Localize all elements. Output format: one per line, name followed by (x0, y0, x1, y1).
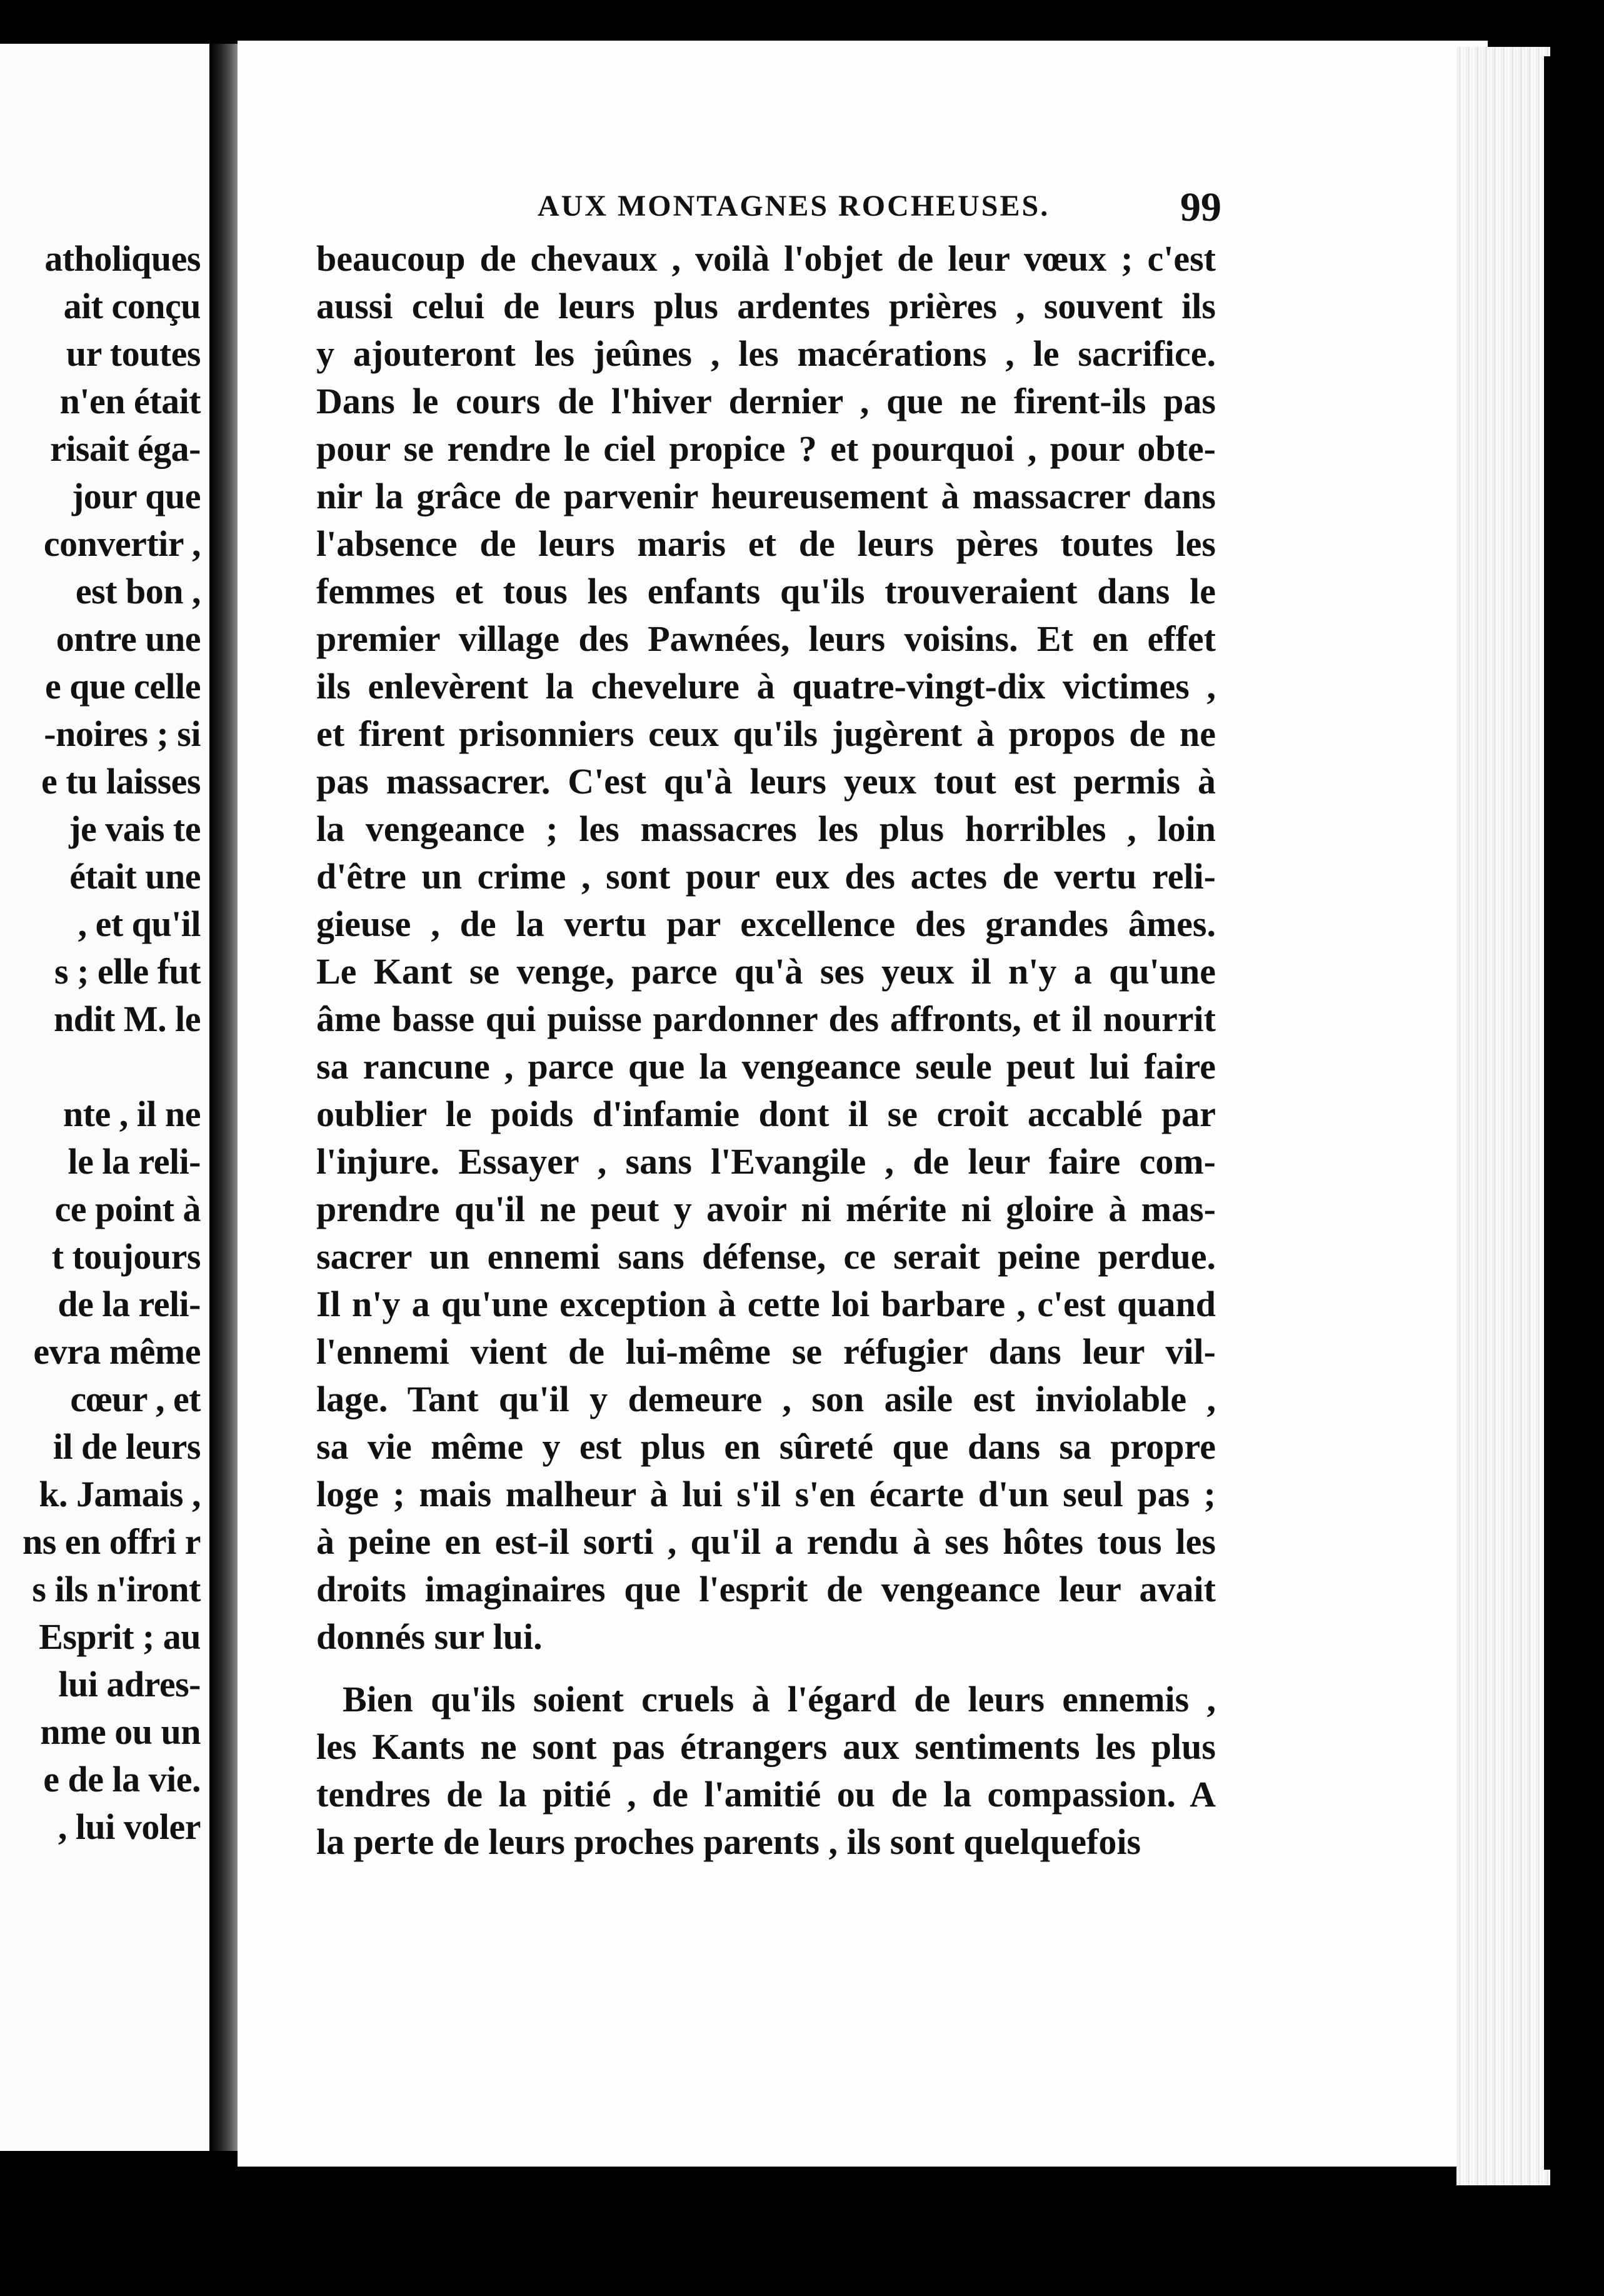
book-gutter (209, 44, 238, 2151)
left-text-line: evra même (33, 1331, 201, 1372)
page-edges (1456, 47, 1550, 2185)
left-text-line: il de leurs (53, 1426, 201, 1467)
left-text-line: n'en était (59, 381, 201, 421)
left-text-line: nte , il ne (63, 1094, 201, 1134)
left-text-line: ontre une (56, 618, 201, 659)
left-text-line: e tu laisses (41, 761, 201, 802)
page-number: 99 (1180, 184, 1221, 230)
text-line: lage. Tant qu'il y demeure , son asile est inviolable , (316, 1379, 1216, 1419)
text-line: l'ennemi vient de lui-même se réfugier dans leur vil- (316, 1331, 1216, 1372)
text-line: beaucoup de chevaux , voilà l'objet de leur vœux ; c'est (316, 238, 1216, 279)
text-line: oublier le poids d'infamie dont il se croit accablé par (316, 1094, 1216, 1134)
text-line: loge ; mais malheur à lui s'il s'en écarte d'un seul pas ; (316, 1474, 1216, 1514)
text-line: nir la grâce de parvenir heureusement à massacrer dans (316, 476, 1216, 516)
text-line: sacrer un ennemi sans défense, ce serait peine perdue. (316, 1236, 1216, 1277)
left-text-line: le la reli- (68, 1141, 201, 1182)
left-text-line: s ; elle fut (54, 951, 201, 992)
text-line: âme basse qui puisse pardonner des affronts, et il nourrit (316, 999, 1216, 1039)
text-line: ils enlevèrent la chevelure à quatre-vingt-dix victimes , (316, 666, 1216, 707)
left-text-line: t toujours (51, 1236, 201, 1277)
left-text-line: ce point à (54, 1189, 201, 1229)
left-text-line: atholiques (44, 238, 201, 279)
text-line: pas massacrer. C'est qu'à leurs yeux tout est permis à (316, 761, 1216, 802)
text-line: d'être un crime , sont pour eux des actes de vertu reli- (316, 856, 1216, 897)
text-line: y ajouteront les jeûnes , les macérations , le sacrifice. (316, 333, 1216, 374)
text-line: Il n'y a qu'une exception à cette loi barbare , c'est quand (316, 1284, 1216, 1324)
left-text-line: Esprit ; au (39, 1616, 201, 1657)
left-text-line: , et qu'il (78, 904, 201, 944)
text-line: aussi celui de leurs plus ardentes prières , souvent ils (316, 286, 1216, 326)
left-text-line: cœur , et (70, 1379, 201, 1419)
left-text-line: est bon , (75, 571, 201, 612)
left-text-line: , lui voler (58, 1806, 201, 1847)
text-line: l'absence de leurs maris et de leurs pères toutes les (316, 523, 1216, 564)
text-line: pour se rendre le ciel propice ? et pourquoi , pour obte- (316, 428, 1216, 469)
left-text-line: lui adres- (58, 1664, 201, 1704)
text-line: Dans le cours de l'hiver dernier , que ne firent-ils pas (316, 381, 1216, 421)
text-line: tendres de la pitié , de l'amitié ou de la compassion. A (316, 1774, 1216, 1815)
left-text-line: ndit M. le (53, 999, 201, 1039)
text-line: Bien qu'ils soient cruels à l'égard de leurs ennemis , (343, 1679, 1216, 1719)
left-text-line: de la reli- (58, 1284, 201, 1324)
text-line: les Kants ne sont pas étrangers aux sentiments les plus (316, 1726, 1216, 1767)
left-text-line: e de la vie. (43, 1759, 201, 1800)
left-text-line: s ils n'iront (32, 1569, 201, 1609)
text-line: sa rancune , parce que la vengeance seule peut lui faire (316, 1046, 1216, 1087)
text-line: et firent prisonniers ceux qu'ils jugèrent à propos de ne (316, 713, 1216, 754)
text-line: Le Kant se venge, parce qu'à ses yeux il n'y a qu'une (316, 951, 1216, 992)
text-line: sa vie même y est plus en sûreté que dans sa propre (316, 1426, 1216, 1467)
left-text-line: k. Jamais , (39, 1474, 201, 1514)
text-line: premier village des Pawnées, leurs voisins. Et en effet (316, 618, 1216, 659)
running-head: AUX MONTAGNES ROCHEUSES. (538, 189, 1050, 223)
text-line: donnés sur lui. (316, 1616, 543, 1657)
left-text-line: nme ou un (40, 1711, 201, 1752)
edge-shadow (1544, 56, 1556, 2170)
text-line: gieuse , de la vertu par excellence des grandes âmes. (316, 904, 1216, 944)
left-text-line: risait éga- (50, 428, 201, 469)
left-text-line: convertir , (43, 523, 201, 564)
left-text-line: e que celle (45, 666, 201, 707)
text-line: la perte de leurs proches parents , ils sont quelquefois (316, 1821, 1141, 1862)
text-line: la vengeance ; les massacres les plus horribles , loin (316, 808, 1216, 849)
text-line: femmes et tous les enfants qu'ils trouveraient dans le (316, 571, 1216, 612)
text-line: prendre qu'il ne peut y avoir ni mérite ni gloire à mas- (316, 1189, 1216, 1229)
text-line: l'injure. Essayer , sans l'Evangile , de leur faire com- (316, 1141, 1216, 1182)
left-text-line: jour que (71, 476, 201, 516)
text-line: à peine en est-il sorti , qu'il a rendu à ses hôtes tous les (316, 1521, 1216, 1562)
left-text-line: était une (69, 856, 201, 897)
text-line: droits imaginaires que l'esprit de vengeance leur avait (316, 1569, 1216, 1609)
left-text-line: ns en offri r (22, 1521, 201, 1562)
left-text-line: -noires ; si (44, 713, 201, 754)
left-text-line: ur toutes (66, 333, 201, 374)
left-text-line: ait conçu (63, 286, 201, 326)
left-page (0, 44, 209, 2151)
left-text-line: je vais te (69, 808, 201, 849)
